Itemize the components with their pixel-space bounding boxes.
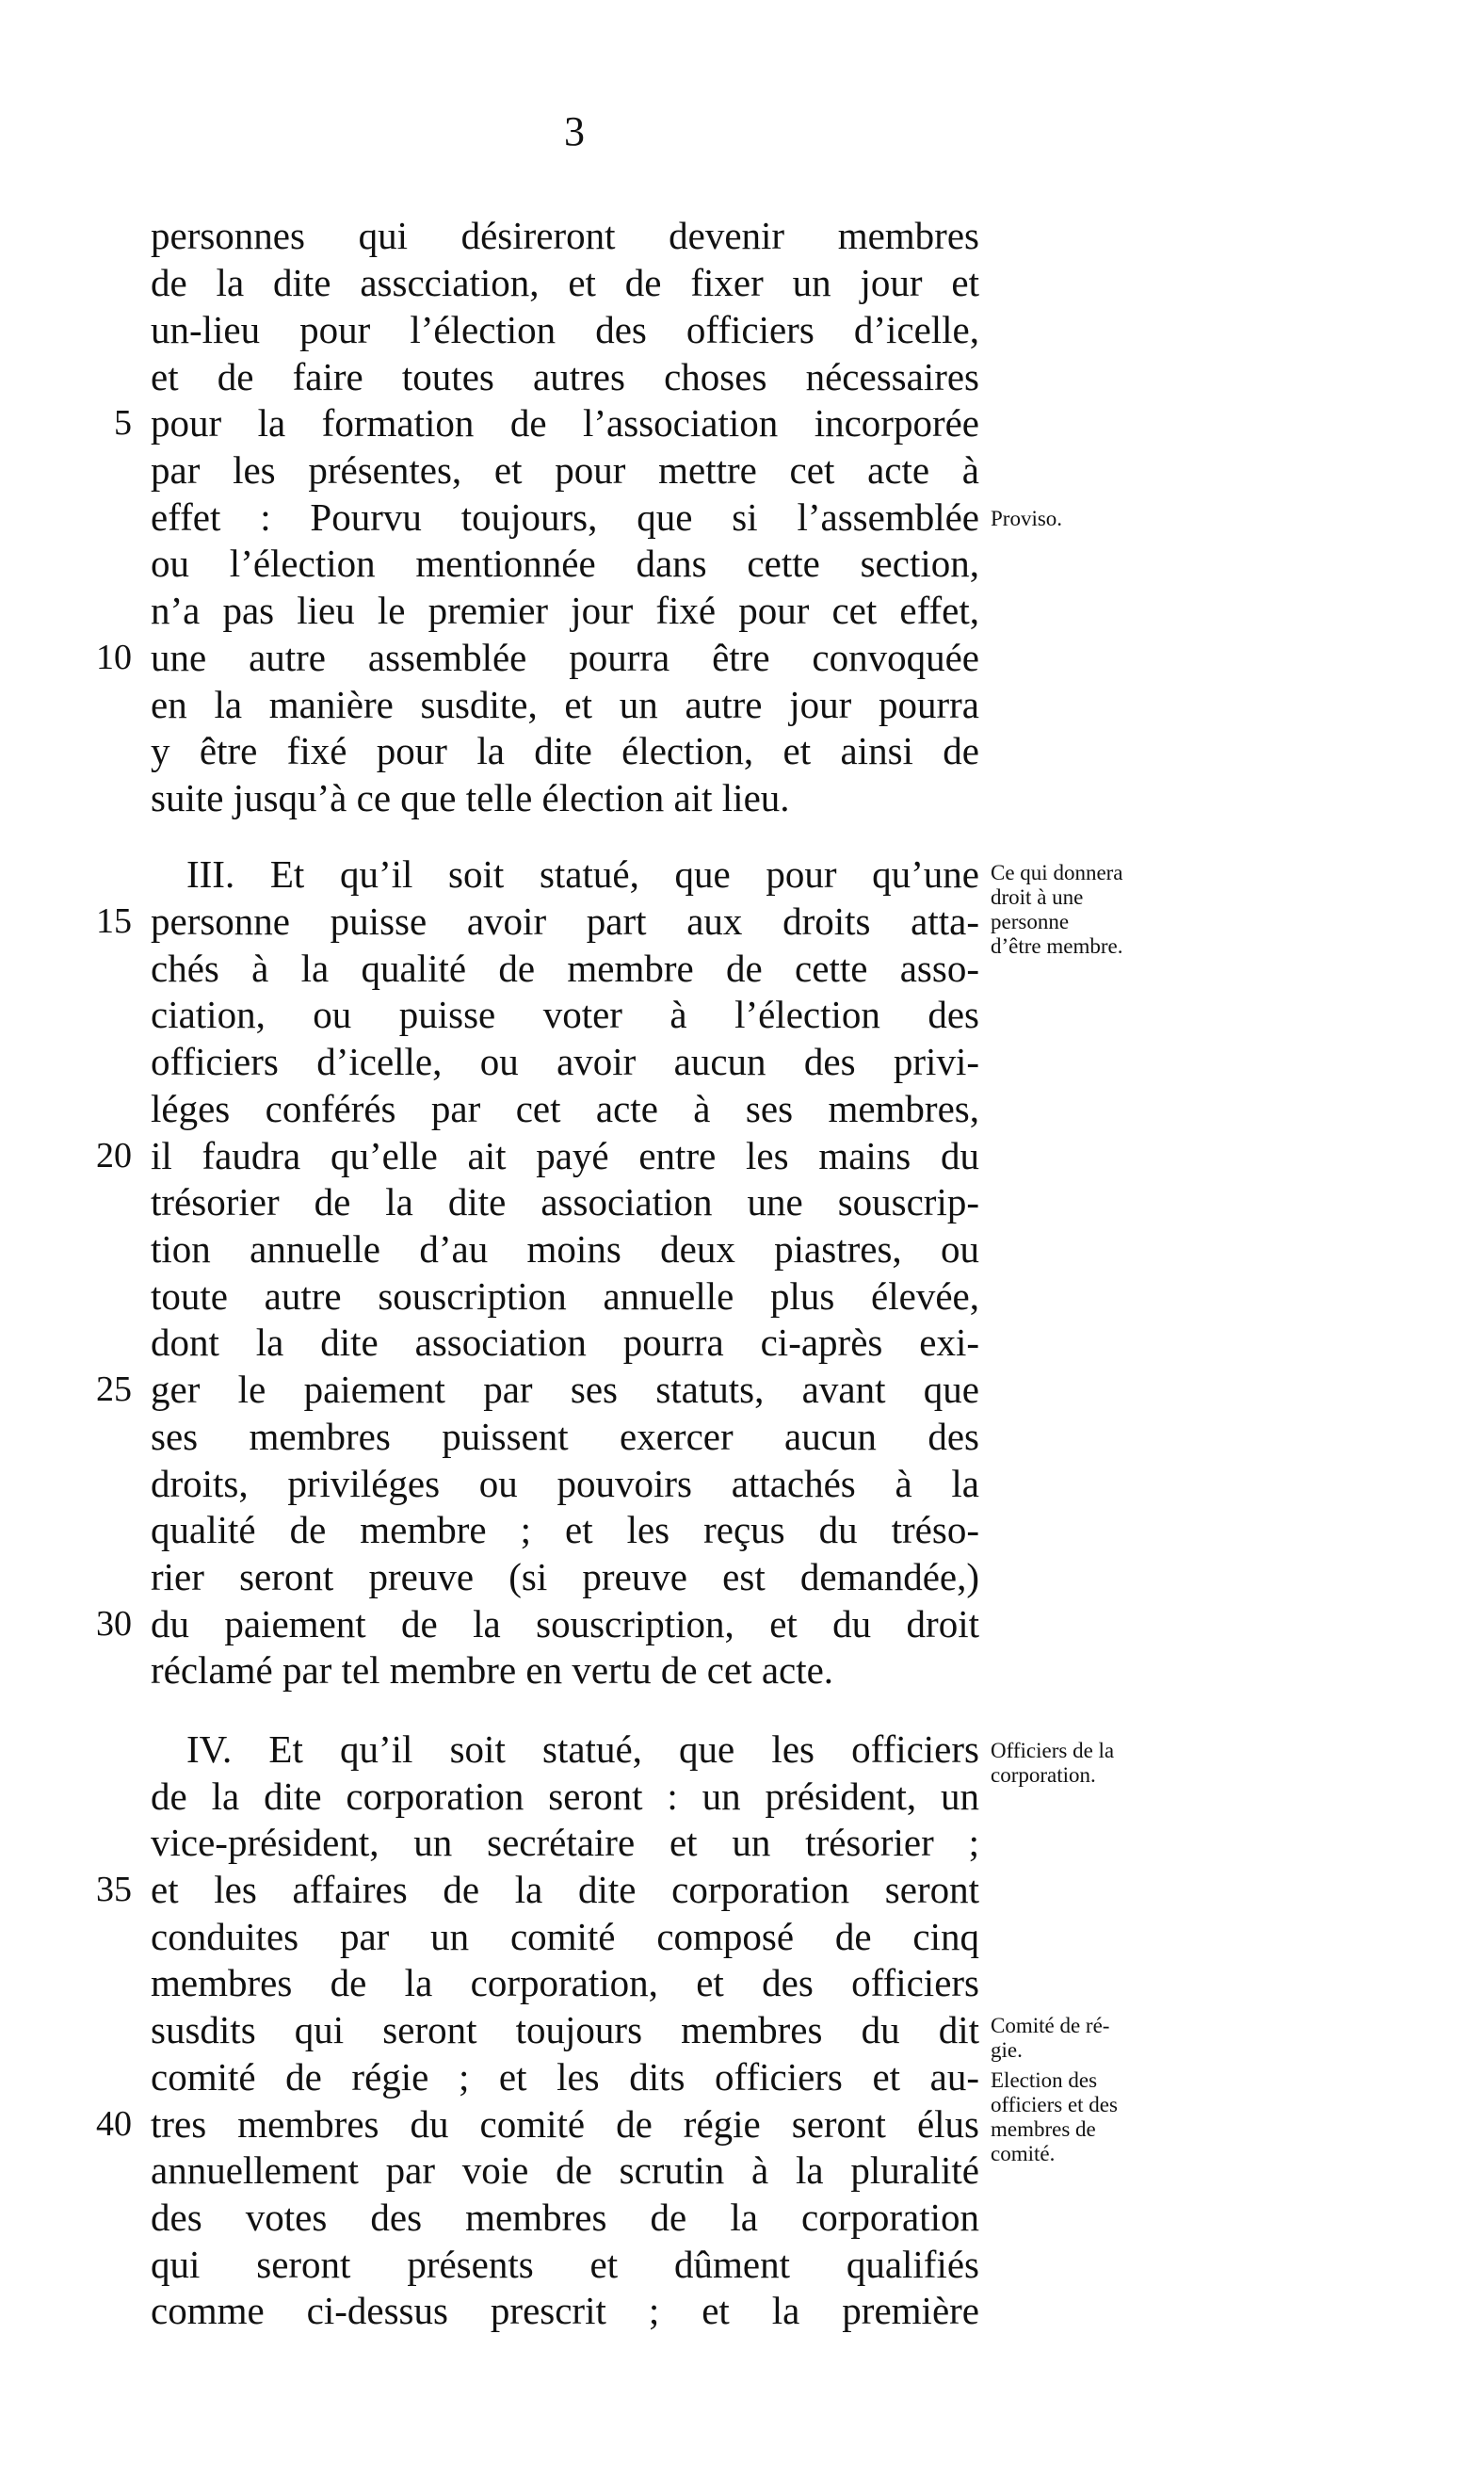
text-line: droits, priviléges ou pouvoirs attachés à la	[151, 1462, 979, 1505]
margin-note-line: comité.	[991, 2142, 1056, 2165]
text-line: toute autre souscription annuelle plus élevée,	[151, 1274, 979, 1318]
margin-note-line: Proviso.	[991, 507, 1063, 530]
line-number: 15	[96, 901, 132, 941]
text-line: de la dite asscciation, et de fixer un jour et	[151, 261, 979, 304]
margin-note-proviso	[991, 507, 1188, 531]
text-line: y être fixé pour la dite élection, et ainsi de	[151, 729, 979, 772]
text-line: comme ci-dessus prescrit ; et la première	[151, 2289, 979, 2332]
margin-note-line: gie.	[991, 2038, 1023, 2062]
text-line: membres de la corporation, et des officiers	[151, 1961, 979, 2004]
text-line: des votes des membres de la corporation	[151, 2196, 979, 2239]
margin-note-line: Officiers de la	[991, 1739, 1115, 1762]
text-line: du paiement de la souscription, et du droit	[151, 1602, 979, 1645]
text-line: rier seront preuve (si preuve est demandée,)	[151, 1555, 979, 1598]
text-line: dont la dite association pourra ci-après exi-	[151, 1321, 979, 1364]
text-line: pour la formation de l’association incorporée	[151, 401, 979, 445]
text-line: vice-président, un secrétaire et un trésorier ;	[151, 1821, 979, 1864]
text-line: chés à la qualité de membre de cette asso-	[151, 947, 979, 990]
margin-note-line: corporation.	[991, 1763, 1096, 1787]
text-line: tres membres du comité de régie seront élus	[151, 2102, 979, 2146]
margin-note-line: d’être membre.	[991, 934, 1123, 958]
text-line: ses membres puissent exercer aucun des	[151, 1415, 979, 1458]
text-line: tion annuelle d’au moins deux piastres, ou	[151, 1227, 979, 1271]
text-line: officiers d’icelle, ou avoir aucun des privi-	[151, 1040, 979, 1083]
margin-note-line: droit à une	[991, 885, 1084, 909]
text-line: comité de régie ; et les dits officiers et au-	[151, 2055, 979, 2099]
text-line: trésorier de la dite association une souscrip-	[151, 1180, 979, 1224]
text-line: en la manière susdite, et un autre jour pourra	[151, 683, 979, 726]
margin-note-line: Election des	[991, 2068, 1098, 2092]
text-line: susdits qui seront toujours membres du dit	[151, 2008, 979, 2051]
line-number: 40	[96, 2104, 132, 2144]
line-number: 5	[114, 403, 132, 443]
margin-note-officiers	[991, 1739, 1188, 1788]
margin-note-line: personne	[991, 910, 1070, 933]
text-line: il faudra qu’elle ait payé entre les mains du	[151, 1134, 979, 1177]
margin-note-election	[991, 2068, 1188, 2166]
text-line: ou l’élection mentionnée dans cette section,	[151, 542, 979, 585]
section-heading-line: IV. Et qu’il soit statué, que les officiers	[186, 1727, 979, 1771]
text-line: personnes qui désireront devenir membres	[151, 214, 979, 257]
text-line: ciation, ou puisse voter à l’élection des	[151, 993, 979, 1036]
line-number: 35	[96, 1870, 132, 1909]
text-line: suite jusqu’à ce que telle élection ait lieu.	[151, 776, 790, 819]
text-line: par les présentes, et pour mettre cet acte à	[151, 448, 979, 492]
line-number: 30	[96, 1604, 132, 1644]
text-line: et de faire toutes autres choses nécessaires	[151, 355, 979, 398]
text-line: personne puisse avoir part aux droits atta-	[151, 900, 979, 943]
margin-note-comite	[991, 2014, 1188, 2063]
margin-note-line: officiers et des	[991, 2093, 1118, 2116]
text-line: conduites par un comité composé de cinq	[151, 1915, 979, 1958]
text-line: annuellement par voie de scrutin à la pluralité	[151, 2148, 979, 2192]
text-line: n’a pas lieu le premier jour fixé pour cet effet,	[151, 589, 979, 632]
section-heading-line: III. Et qu’il soit statué, que pour qu’une	[186, 852, 979, 896]
margin-note-droit-membre	[991, 861, 1188, 959]
text-line: qui seront présents et dûment qualifiés	[151, 2243, 979, 2286]
text-line: léges conférés par cet acte à ses membres,	[151, 1087, 979, 1130]
text-line: ger le paiement par ses statuts, avant que	[151, 1368, 979, 1411]
margin-note-line: membres de	[991, 2117, 1096, 2141]
text-line: une autre assemblée pourra être convoquée	[151, 636, 979, 679]
text-line: réclamé par tel membre en vertu de cet acte.	[151, 1648, 834, 1692]
line-number: 25	[96, 1370, 132, 1409]
text-line: effet : Pourvu toujours, que si l’assemblée	[151, 495, 979, 539]
margin-note-line: Comité de ré-	[991, 2014, 1110, 2037]
text-line: qualité de membre ; et les reçus du tréso-	[151, 1508, 979, 1551]
text-line: et les affaires de la dite corporation seront	[151, 1868, 979, 1911]
line-number: 10	[96, 638, 132, 677]
line-number: 20	[96, 1136, 132, 1175]
page-number: 3	[564, 108, 585, 154]
text-line: un-lieu pour l’élection des officiers d’icelle,	[151, 308, 979, 351]
text-line: de la dite corporation seront : un président, un	[151, 1775, 979, 1818]
margin-note-line: Ce qui donnera	[991, 861, 1123, 884]
